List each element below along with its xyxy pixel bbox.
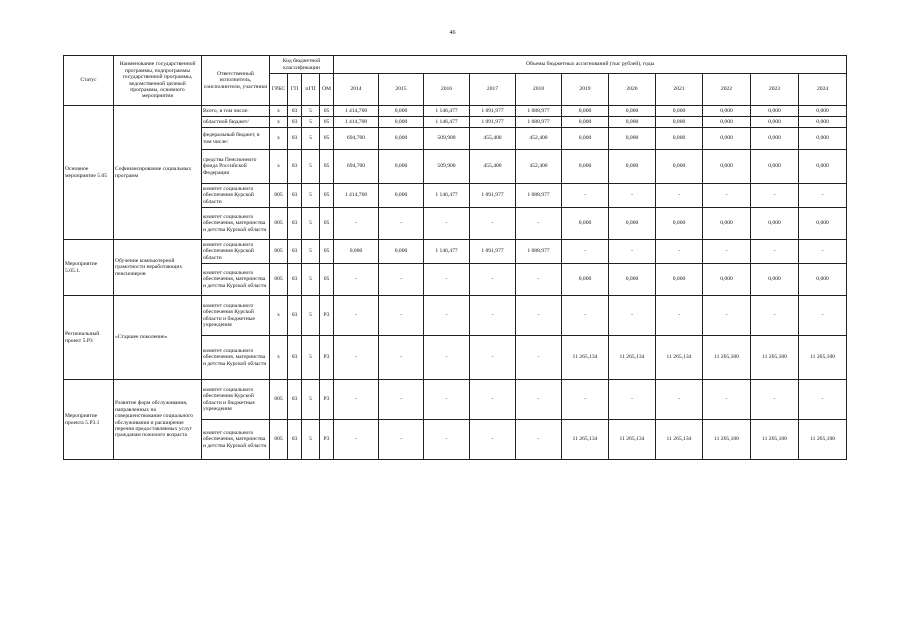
amount-cell-2017: 1 091,977 <box>470 117 516 128</box>
amount-cell-2014: - <box>334 296 379 336</box>
amount-cell-2015: - <box>379 208 424 240</box>
code-cell: 5 <box>302 106 320 117</box>
amount-cell-2024: 0,000 <box>799 128 847 150</box>
amount-cell-2018: 1 088,977 <box>516 184 562 208</box>
code-cell: 5 <box>302 150 320 184</box>
code-cell: x <box>270 117 288 128</box>
amount-cell-2021: 0,000 <box>656 150 703 184</box>
amount-cell-2020: 0,000 <box>609 264 656 296</box>
amount-cell-2022: 0,000 <box>703 106 751 117</box>
header-code-пгп: пГП <box>302 74 320 106</box>
header-year-2022: 2022 <box>703 74 751 106</box>
executor-cell: комитет социального обеспечения Курской области и бюджетные учреждения <box>202 380 270 420</box>
amount-cell-2015: 0,000 <box>379 184 424 208</box>
amount-cell-2023: 11 265,100 <box>751 336 799 380</box>
amount-cell-2021: 11 265,134 <box>656 420 703 460</box>
executor-cell: средства Пенсионного фонда Российской Федерации <box>202 150 270 184</box>
amount-cell-2016: 1 146,477 <box>424 240 470 264</box>
executor-cell: комитет социального обеспечения Курской области и бюджетные учреждения <box>202 296 270 336</box>
amount-cell-2022: 11 265,100 <box>703 420 751 460</box>
amount-cell-2016: - <box>424 208 470 240</box>
header-volume-group: Объемы бюджетных ассигнований (тыс рублей), годы <box>334 56 847 74</box>
amount-cell-2017: - <box>470 208 516 240</box>
code-cell: 5 <box>302 336 320 380</box>
amount-cell-2023: 0,000 <box>751 106 799 117</box>
header-year-2024: 2024 <box>799 74 847 106</box>
amount-cell-2023: - <box>751 380 799 420</box>
code-cell: 05 <box>320 106 334 117</box>
amount-cell-2023: - <box>751 296 799 336</box>
amount-cell-2023: 0,000 <box>751 150 799 184</box>
amount-cell-2020: 0,000 <box>609 128 656 150</box>
code-cell: 5 <box>302 128 320 150</box>
amount-cell-2024: - <box>799 240 847 264</box>
code-cell: 5 <box>302 420 320 460</box>
amount-cell-2018: - <box>516 264 562 296</box>
code-cell: 03 <box>288 150 302 184</box>
amount-cell-2014: 694,700 <box>334 128 379 150</box>
executor-cell: комитет социального обеспечения, материнства и детства Курской области <box>202 264 270 296</box>
code-cell: 03 <box>288 208 302 240</box>
amount-cell-2020: 11 265,134 <box>609 336 656 380</box>
executor-cell: Всего, в том числе: <box>202 106 270 117</box>
code-cell: 805 <box>270 184 288 208</box>
amount-cell-2022: 0,000 <box>703 150 751 184</box>
amount-cell-2014: 0,000 <box>334 240 379 264</box>
code-cell: 805 <box>270 208 288 240</box>
header-year-2017: 2017 <box>470 74 516 106</box>
amount-cell-2017: - <box>470 296 516 336</box>
amount-cell-2020: - <box>609 240 656 264</box>
header-year-2014: 2014 <box>334 74 379 106</box>
amount-cell-2017: 1 091,977 <box>470 184 516 208</box>
amount-cell-2021: 0,000 <box>656 264 703 296</box>
code-cell: 05 <box>320 117 334 128</box>
amount-cell-2014: 1 414,700 <box>334 117 379 128</box>
amount-cell-2016: - <box>424 336 470 380</box>
amount-cell-2017: - <box>470 420 516 460</box>
code-cell: 05 <box>320 184 334 208</box>
amount-cell-2024: 0,000 <box>799 208 847 240</box>
amount-cell-2017: 1 091,977 <box>470 240 516 264</box>
amount-cell-2014: - <box>334 420 379 460</box>
amount-cell-2021: - <box>656 240 703 264</box>
program-name-cell: Софинансирование социальных программ <box>114 106 202 240</box>
code-cell: x <box>270 296 288 336</box>
amount-cell-2014: 1 414,700 <box>334 184 379 208</box>
code-cell: 03 <box>288 106 302 117</box>
amount-cell-2019: 0,000 <box>562 264 609 296</box>
code-cell: 5 <box>302 380 320 420</box>
amount-cell-2024: - <box>799 296 847 336</box>
amount-cell-2015: - <box>379 420 424 460</box>
amount-cell-2018: - <box>516 420 562 460</box>
amount-cell-2015: 0,000 <box>379 150 424 184</box>
code-cell: 05 <box>320 240 334 264</box>
executor-cell: комитет социального обеспечения Курской области <box>202 184 270 208</box>
executor-cell: федеральный бюджет, в том числе: <box>202 128 270 150</box>
amount-cell-2014: - <box>334 380 379 420</box>
status-cell: Основное мероприятие 5.05 <box>64 106 114 240</box>
amount-cell-2020: 0,000 <box>609 208 656 240</box>
header-code-грбс: ГРБС <box>270 74 288 106</box>
amount-cell-2022: 0,000 <box>703 264 751 296</box>
amount-cell-2018: 452,400 <box>516 128 562 150</box>
amount-cell-2017: - <box>470 336 516 380</box>
code-cell: 5 <box>302 117 320 128</box>
amount-cell-2016: - <box>424 264 470 296</box>
executor-cell: комитет социального обеспечения, материнства и детства Курской области <box>202 420 270 460</box>
amount-cell-2018: 1 088,977 <box>516 117 562 128</box>
code-cell: x <box>270 336 288 380</box>
status-cell: Мероприятие 5.05.1. <box>64 240 114 296</box>
amount-cell-2017: - <box>470 264 516 296</box>
code-cell: 05 <box>320 150 334 184</box>
amount-cell-2024: 0,000 <box>799 106 847 117</box>
amount-cell-2019: - <box>562 380 609 420</box>
amount-cell-2023: - <box>751 240 799 264</box>
code-cell: 5 <box>302 240 320 264</box>
amount-cell-2022: 0,000 <box>703 208 751 240</box>
amount-cell-2020: - <box>609 380 656 420</box>
amount-cell-2019: 11 265,134 <box>562 420 609 460</box>
amount-cell-2018: 452,400 <box>516 150 562 184</box>
amount-cell-2019: - <box>562 184 609 208</box>
code-cell: 805 <box>270 240 288 264</box>
amount-cell-2019: - <box>562 296 609 336</box>
code-cell: x <box>270 106 288 117</box>
amount-cell-2022: 0,000 <box>703 128 751 150</box>
header-year-2018: 2018 <box>516 74 562 106</box>
amount-cell-2015: - <box>379 296 424 336</box>
amount-cell-2019: 0,000 <box>562 117 609 128</box>
amount-cell-2022: 0,000 <box>703 117 751 128</box>
amount-cell-2020: 0,000 <box>609 106 656 117</box>
header-code-гп: ГП <box>288 74 302 106</box>
amount-cell-2019: 0,000 <box>562 150 609 184</box>
header-year-2020: 2020 <box>609 74 656 106</box>
amount-cell-2017: 455,400 <box>470 128 516 150</box>
amount-cell-2014: - <box>334 208 379 240</box>
code-cell: 5 <box>302 208 320 240</box>
code-cell: 5 <box>302 184 320 208</box>
code-cell: 5 <box>302 296 320 336</box>
amount-cell-2020: 11 265,134 <box>609 420 656 460</box>
amount-cell-2016: 1 146,477 <box>424 117 470 128</box>
program-name-cell: Обучение компьютерной грамотности неработающих пенсионеров <box>114 240 202 296</box>
program-name-cell: Развитие форм обслуживания, направленных на совершенствование социального обслуживания и расширение перечня предоставляемых услуг гражданам пожилого возраста <box>114 380 202 460</box>
code-cell: 03 <box>288 264 302 296</box>
code-cell: 805 <box>270 264 288 296</box>
header-code-group: Код бюджетной классификации <box>270 56 334 74</box>
amount-cell-2014: 694,700 <box>334 150 379 184</box>
executor-cell: комитет социального обеспечения, материнства и детства Курской области <box>202 336 270 380</box>
header-year-2023: 2023 <box>751 74 799 106</box>
amount-cell-2022: 11 265,100 <box>703 336 751 380</box>
amount-cell-2018: - <box>516 380 562 420</box>
code-cell: 03 <box>288 128 302 150</box>
amount-cell-2017: 1 091,977 <box>470 106 516 117</box>
header-year-2015: 2015 <box>379 74 424 106</box>
amount-cell-2020: 0,000 <box>609 117 656 128</box>
code-cell: x <box>270 150 288 184</box>
code-cell: 05 <box>320 128 334 150</box>
amount-cell-2024: 0,000 <box>799 264 847 296</box>
amount-cell-2016: 1 146,477 <box>424 184 470 208</box>
code-cell: 03 <box>288 184 302 208</box>
amount-cell-2022: - <box>703 296 751 336</box>
amount-cell-2019: 0,000 <box>562 106 609 117</box>
amount-cell-2015: - <box>379 264 424 296</box>
amount-cell-2014: - <box>334 264 379 296</box>
amount-cell-2024: - <box>799 184 847 208</box>
amount-cell-2023: 0,000 <box>751 208 799 240</box>
table-row <box>64 296 847 336</box>
code-cell: 03 <box>288 117 302 128</box>
code-cell: 03 <box>288 420 302 460</box>
amount-cell-2016: 1 146,477 <box>424 106 470 117</box>
amount-cell-2018: 1 088,977 <box>516 240 562 264</box>
code-cell: 03 <box>288 380 302 420</box>
amount-cell-2015: 0,000 <box>379 117 424 128</box>
amount-cell-2018: 1 088,977 <box>516 106 562 117</box>
amount-cell-2019: 11 265,134 <box>562 336 609 380</box>
amount-cell-2020: - <box>609 296 656 336</box>
page-number: 46 <box>449 30 456 36</box>
amount-cell-2024: 0,000 <box>799 150 847 184</box>
amount-cell-2021: 0,000 <box>656 128 703 150</box>
code-cell: 805 <box>270 380 288 420</box>
code-cell: 03 <box>288 240 302 264</box>
amount-cell-2023: 0,000 <box>751 117 799 128</box>
code-cell: 05 <box>320 264 334 296</box>
amount-cell-2015: 0,000 <box>379 240 424 264</box>
amount-cell-2022: - <box>703 380 751 420</box>
executor-cell: областной бюджет/ <box>202 117 270 128</box>
amount-cell-2022: - <box>703 184 751 208</box>
code-cell: Р3 <box>320 336 334 380</box>
code-cell: Р3 <box>320 420 334 460</box>
executor-cell: комитет социального обеспечения, материнства и детства Курской области <box>202 208 270 240</box>
header-status: Статус <box>64 56 114 106</box>
amount-cell-2021: 11 265,134 <box>656 336 703 380</box>
amount-cell-2021: - <box>656 184 703 208</box>
table-row <box>64 240 847 264</box>
amount-cell-2018: - <box>516 296 562 336</box>
amount-cell-2023: 11 265,100 <box>751 420 799 460</box>
amount-cell-2019: - <box>562 240 609 264</box>
executor-cell: комитет социального обеспечения Курской области <box>202 240 270 264</box>
amount-cell-2020: - <box>609 184 656 208</box>
amount-cell-2021: - <box>656 296 703 336</box>
amount-cell-2019: 0,000 <box>562 128 609 150</box>
amount-cell-2016: 509,900 <box>424 150 470 184</box>
amount-cell-2018: - <box>516 208 562 240</box>
amount-cell-2024: 11 265,100 <box>799 420 847 460</box>
header-code-ом: ОМ <box>320 74 334 106</box>
amount-cell-2021: - <box>656 380 703 420</box>
code-cell: 805 <box>270 420 288 460</box>
code-cell: 03 <box>288 336 302 380</box>
amount-cell-2023: 0,000 <box>751 264 799 296</box>
amount-cell-2016: - <box>424 296 470 336</box>
amount-cell-2015: - <box>379 380 424 420</box>
amount-cell-2016: - <box>424 420 470 460</box>
header-year-2021: 2021 <box>656 74 703 106</box>
code-cell: 05 <box>320 208 334 240</box>
amount-cell-2024: - <box>799 380 847 420</box>
amount-cell-2024: 0,000 <box>799 117 847 128</box>
amount-cell-2017: 455,400 <box>470 150 516 184</box>
code-cell: 5 <box>302 264 320 296</box>
amount-cell-2022: - <box>703 240 751 264</box>
status-cell: Региональный проект 5.Р3 <box>64 296 114 380</box>
amount-cell-2023: 0,000 <box>751 128 799 150</box>
amount-cell-2021: 0,000 <box>656 106 703 117</box>
amount-cell-2024: 11 265,100 <box>799 336 847 380</box>
amount-cell-2016: 509,900 <box>424 128 470 150</box>
amount-cell-2014: - <box>334 336 379 380</box>
amount-cell-2014: 1 414,700 <box>334 106 379 117</box>
amount-cell-2015: 0,000 <box>379 106 424 117</box>
amount-cell-2023: - <box>751 184 799 208</box>
header-year-2016: 2016 <box>424 74 470 106</box>
code-cell: x <box>270 128 288 150</box>
amount-cell-2021: 0,000 <box>656 117 703 128</box>
header-name: Наименование государственной программы, подпрограммы государственной программы, ведомственной целевой программы, основного мероприятия <box>114 56 202 106</box>
amount-cell-2020: 0,000 <box>609 150 656 184</box>
budget-table <box>63 55 847 460</box>
code-cell: Р3 <box>320 380 334 420</box>
status-cell: Мероприятие проекта 5.Р3.1 <box>64 380 114 460</box>
table-row <box>64 380 847 420</box>
amount-cell-2015: - <box>379 336 424 380</box>
amount-cell-2017: - <box>470 380 516 420</box>
code-cell: 03 <box>288 296 302 336</box>
amount-cell-2015: 0,000 <box>379 128 424 150</box>
code-cell: Р3 <box>320 296 334 336</box>
program-name-cell: «Старшее поколение» <box>114 296 202 380</box>
header-executor: Ответственный исполнитель, соисполнители, участники <box>202 56 270 106</box>
amount-cell-2019: 0,000 <box>562 208 609 240</box>
amount-cell-2018: - <box>516 336 562 380</box>
amount-cell-2021: 0,000 <box>656 208 703 240</box>
header-year-2019: 2019 <box>562 74 609 106</box>
table-row <box>64 106 847 117</box>
amount-cell-2016: - <box>424 380 470 420</box>
